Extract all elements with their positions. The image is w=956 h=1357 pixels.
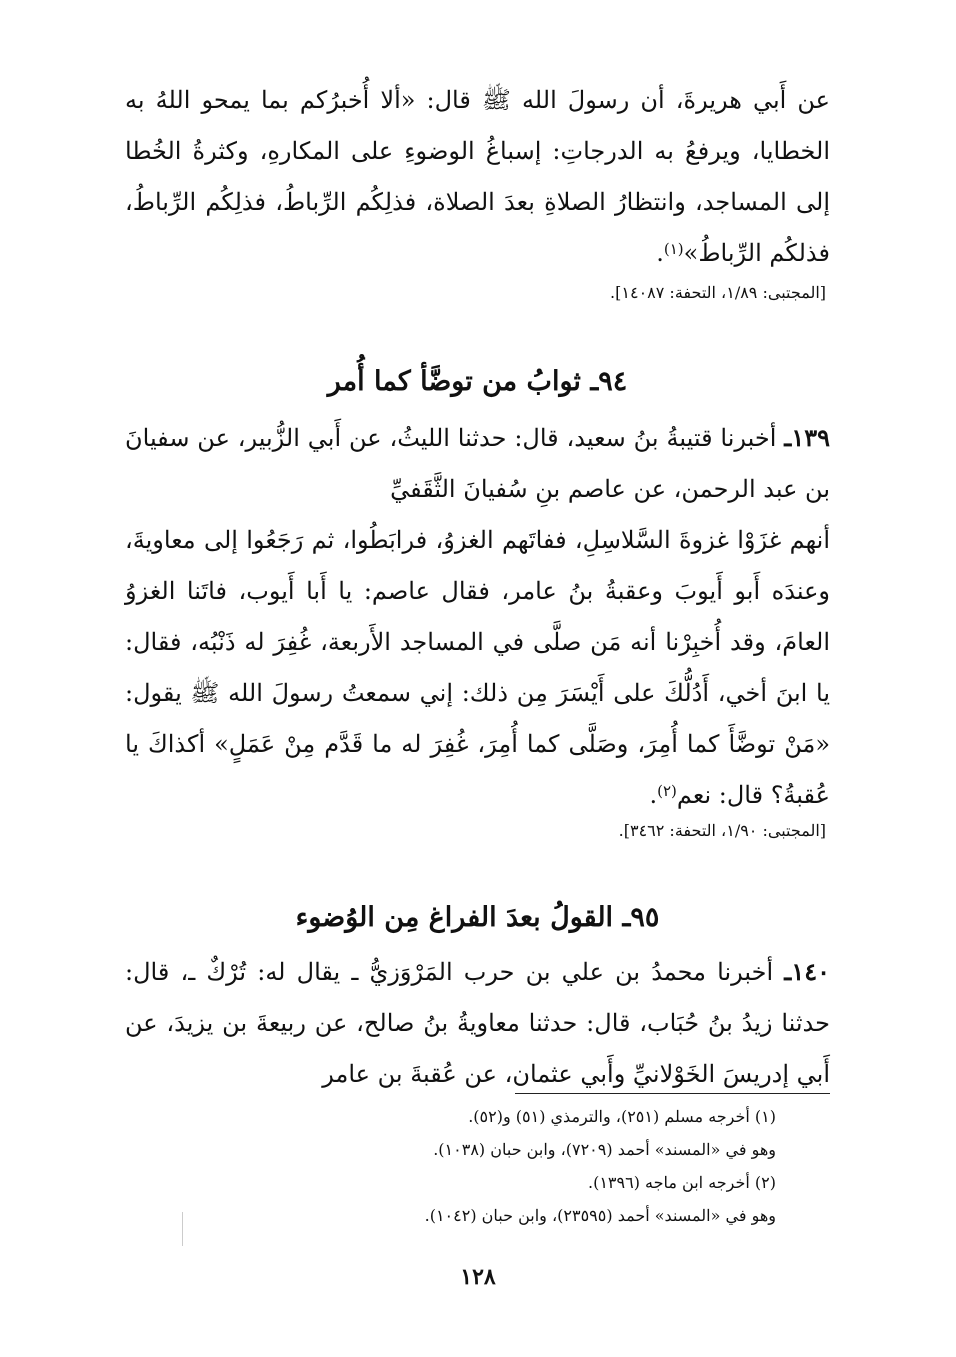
continuation-reference: [المجتبى: ١/٨٩، التحفة: ١٤٠٨٧]. [610, 283, 826, 302]
footnote-line: (١) أخرجه مسلم (٢٥١)، والترمذي (٥١) و(٥٢). [468, 1107, 776, 1126]
hadith-140-isnad: أخبرنا محمدُ بن علي بن حرب المَرْوَزيُّ ـ يقال له: تُرْكٌ ـ، قال: حدثنا زيدُ بنُ حُبَاب، قال: حدثنا معاويةُ بنُ صالح، عن ربيعةَ بن يزيدَ، عن أَبي إدريسَ الخَوْلانيِّ وأَبي عثمان، عن عُقبةَ بن عامر [125, 958, 830, 1088]
section-94-title: ٩٤ـ ثوابُ من توضَّأ كما أُمر [327, 366, 628, 397]
page-number: ١٢٨ [460, 1264, 496, 1290]
hadith-139-matn: أنهم غزَوْا غزوةَ السَّلاسِلِ، ففاتَهم الغزوُ، فرابَطُوا، ثم رَجَعُوا إلى معاويةَ، وعندَه أَبو أَيوبَ وعقبةُ بنُ عامر، فقال عاصم: يا أَبا أَيوب، فاتَنا الغزوُ العامَ، وقد أُخبِرْنا أنه مَن صلَّى في المساجد الأَربعة، غُفِرَ له ذَنْبُه، فقال: يا ابنَ أخي، أَدُلُّكَ على أَيْسَرَ مِن ذلك: إني سمعتُ رسولَ الله ﷺ يقول: «مَنْ توضَّأَ كما أُمِرَ، وصَلَّى كما أُمِرَ، غُفِرَ له ما قَدَّم مِنْ عَمَلٍ» أكذاكَ يا عُقبةُ؟ قال: نعم [125, 526, 830, 809]
footnote-marker-2: (٢) [657, 782, 677, 800]
hadith-139-isnad-paragraph [125, 412, 830, 515]
continuation-paragraph [125, 75, 830, 279]
hadith-140-paragraph [125, 946, 830, 1100]
hadith-139-reference: [المجتبى: ١/٩٠، التحفة: ٣٤٦٢]. [618, 821, 826, 840]
hadith-139-number: ١٣٩ـ [784, 423, 830, 452]
hadith-140-number: ١٤٠ـ [784, 957, 830, 986]
hadith-139-matn-paragraph [125, 515, 830, 821]
footnote-line: (٢) أخرجه ابن ماجه (١٣٩٦). [588, 1173, 776, 1192]
hadith-139-end: . [649, 781, 658, 809]
footnote-separator [515, 1093, 830, 1094]
margin-mark [182, 1212, 183, 1246]
footnotes [425, 1100, 776, 1232]
footnote-line: وهو في «المسند» أحمد (٢٣٥٩٥)، وابن حبان (١٠٤٢). [424, 1206, 776, 1225]
continuation-end: . [656, 239, 664, 267]
footnote-marker-1: (١) [663, 240, 684, 258]
hadith-139-isnad: أخبرنا قتيبةُ بنُ سعيد، قال: حدثنا الليثُ، عن أَبي الزُّبير، عن سفيانَ بن عبد الرحمن، عن عاصم بنِ سُفيانَ الثَّقَفيِّ [125, 424, 830, 503]
footnote-line: وهو في «المسند» أحمد (٧٢٠٩)، وابن حبان (١٠٣٨). [433, 1140, 776, 1159]
section-95-title: ٩٥ـ القولُ بعدَ الفراغ مِن الوُضوء [295, 902, 660, 933]
continuation-text: عن أَبي هريرةَ، أن رسولَ الله ﷺ قال: «ألا أُخبرُكم بما يمحو اللهُ به الخطايا، ويرفعُ به الدرجاتِ: إسباغُ الوضوءِ على المكارهِ، وكثرةُ الخُطا إلى المساجد، وانتظارُ الصلاةِ بعدَ الصلاة، فذلِكُم الرِّباطُ، فذلِكُم الرِّباطُ، فذلكُم الرِّباطُ» [125, 86, 830, 267]
